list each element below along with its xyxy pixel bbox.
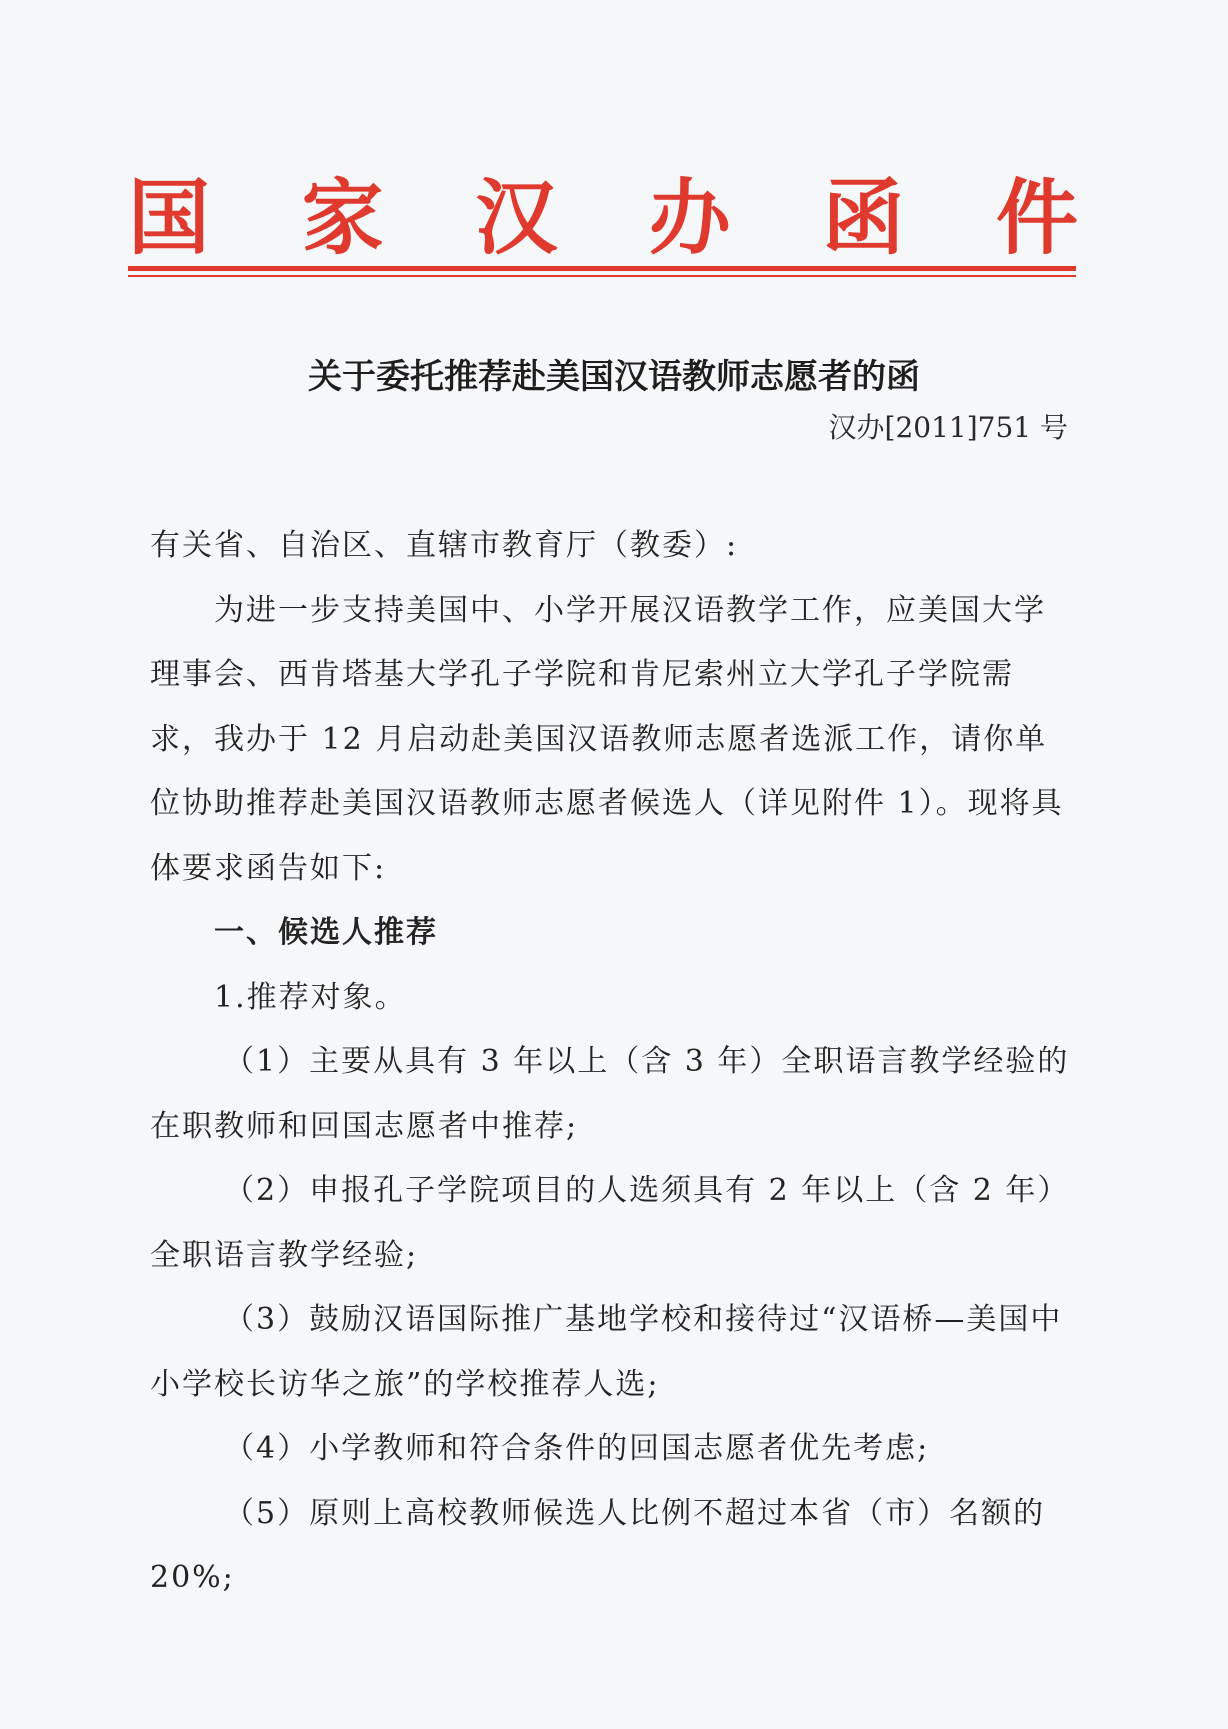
document-number: 汉办[2011]751 号 (828, 411, 1068, 444)
subsection-heading: 1.推荐对象。 (214, 979, 407, 1015)
document-body (150, 514, 1075, 1611)
masthead-char: 汉 (475, 170, 558, 266)
masthead-char: 函 (822, 170, 905, 266)
list-item: （5）原则上高校教师候选人比例不超过本省（市）名额的 20%; (150, 1495, 1046, 1595)
masthead-divider-thick (128, 266, 1076, 271)
list-item: （2）申报孔子学院项目的人选须具有 2 年以上（含 2 年）全职语言教学经验; (150, 1173, 1070, 1273)
addressee: 有关省、自治区、直辖市教育厅（教委）: (150, 528, 739, 563)
list-item: （3）鼓励汉语国际推广基地学校和接待过“汉语桥—美国中小学校长访华之旅”的学校推荐人选; (150, 1302, 1063, 1402)
masthead-divider-thin (128, 275, 1076, 277)
masthead-char: 国 (128, 170, 211, 266)
masthead-char: 家 (301, 170, 384, 266)
intro-paragraph: 为进一步支持美国中、小学开展汉语教学工作，应美国大学理事会、西肯塔基大学孔子学院和肯尼索州立大学孔子学院需求，我办于 12 月启动赴美国汉语教师志愿者选派工作，请你单位协助推荐赴美国汉语教师志愿者候选人（详见附件 1）。现将具体要求函告如下: (150, 592, 1064, 886)
section-heading: 一、候选人推荐 (214, 915, 438, 950)
list-item: （4）小学教师和符合条件的回国志愿者优先考虑; (224, 1431, 930, 1466)
list-item: （1）主要从具有 3 年以上（含 3 年）全职语言教学经验的在职教师和回国志愿者中推荐; (150, 1044, 1070, 1144)
document-title: 关于委托推荐赴美国汉语教师志愿者的函 (308, 357, 920, 397)
masthead-char: 办 (648, 170, 731, 266)
masthead-char: 件 (995, 170, 1078, 266)
masthead-title (128, 168, 1078, 268)
